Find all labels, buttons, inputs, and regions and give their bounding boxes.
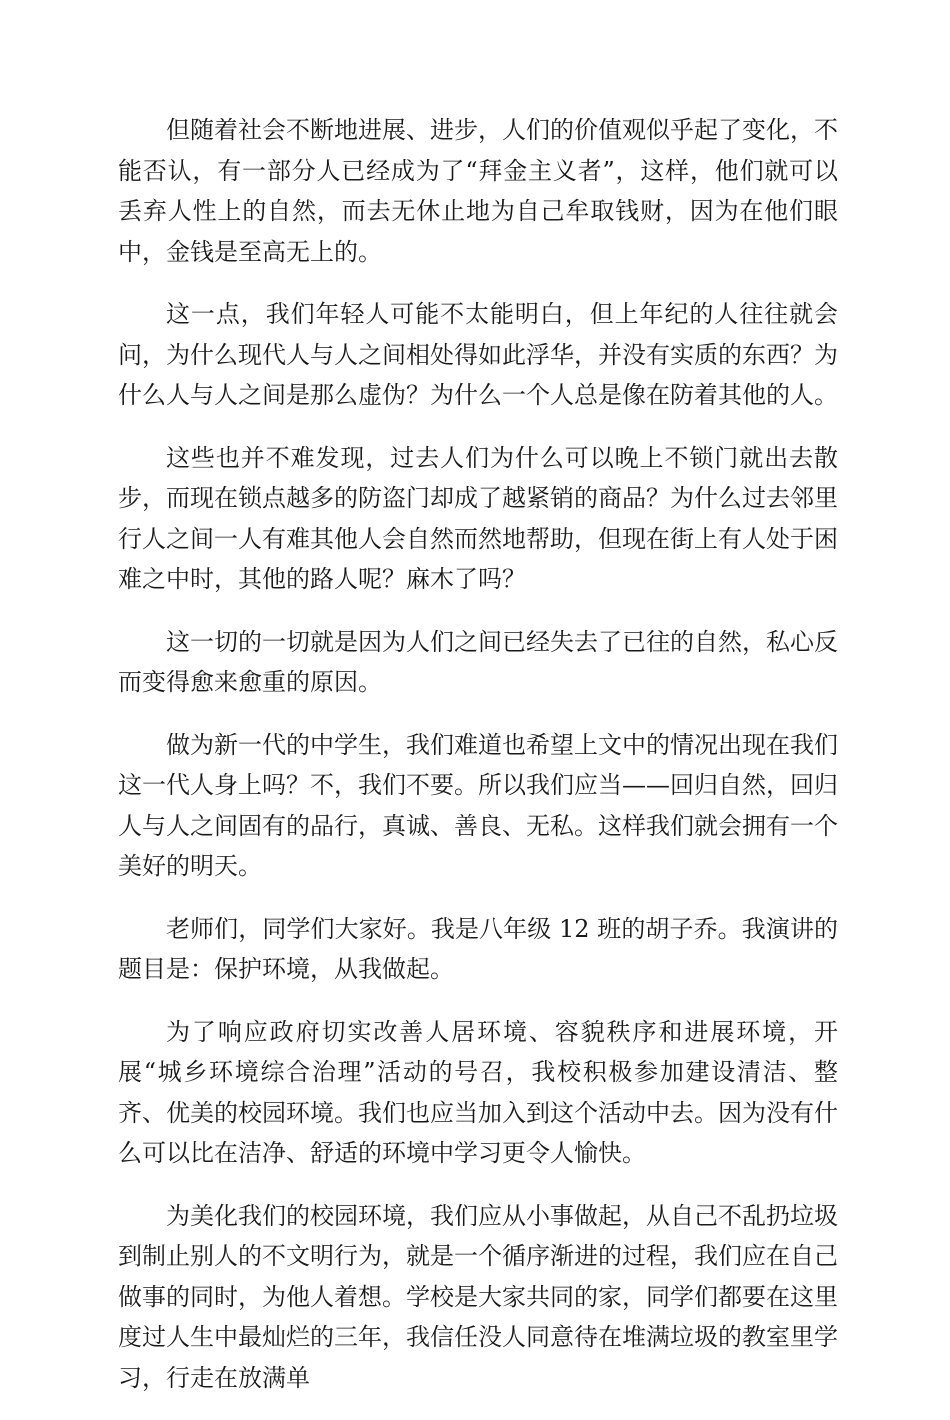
document-body — [118, 110, 838, 1420]
paragraph-7: 为了响应政府切实改善人居环境、容貌秩序和进展环境，开展“城乡环境综合治理”活动的号召，我校积极参加建设清洁、整齐、优美的校园环境。我们也应当加入到这个活动中去。因为没有什么可以比在洁净、舒适的环境中学习更令人愉快。 — [118, 1017, 838, 1167]
paragraph-8: 为美化我们的校园环境，我们应从小事做起，从自己不乱扔垃圾到制止别人的不文明行为，就是一个循序渐进的过程，我们应在自己做事的同时，为他人着想。学校是大家共同的家，同学们都要在这里度过人生中最灿烂的三年，我信任没人同意待在堆满垃圾的教室里学习，行走在放满单 — [118, 1201, 838, 1392]
paragraph-1: 但随着社会不断地进展、进步，人们的价值观似乎起了变化，不能否认，有一部分人已经成为了“拜金主义者”，这样，他们就可以丢弃人性上的自然，而去无休止地为自己牟取钱财，因为在他们眼中，金钱是至高无上的。 — [118, 116, 838, 266]
paragraph-2: 这一点，我们年轻人可能不太能明白，但上年纪的人往往就会问，为什么现代人与人之间相处得如此浮华，并没有实质的东西？为什么人与人之间是那么虚伪？为什么一个人总是像在防着其他的人。 — [118, 300, 838, 409]
paragraph-5: 做为新一代的中学生，我们难道也希望上文中的情况出现在我们这一代人身上吗？不，我们不要。所以我们应当——回归自然，回归人与人之间固有的品行，真诚、善良、无私。这样我们就会拥有一个美好的明天。 — [118, 730, 838, 880]
paragraph-4: 这一切的一切就是因为人们之间已经失去了已往的自然，私心反而变得愈来愈重的原因。 — [118, 627, 838, 696]
paragraph-3: 这些也并不难发现，过去人们为什么可以晚上不锁门就出去散步，而现在锁点越多的防盗门却成了越紧销的商品？为什么过去邻里行人之间一人有难其他人会自然而然地帮助，但现在街上有人处于困难之中时，其他的路人呢？麻木了吗？ — [118, 443, 838, 593]
paragraph-6: 老师们，同学们大家好。我是八年级 12 班的胡子乔。我演讲的题目是：保护环境，从我做起。 — [118, 914, 838, 983]
